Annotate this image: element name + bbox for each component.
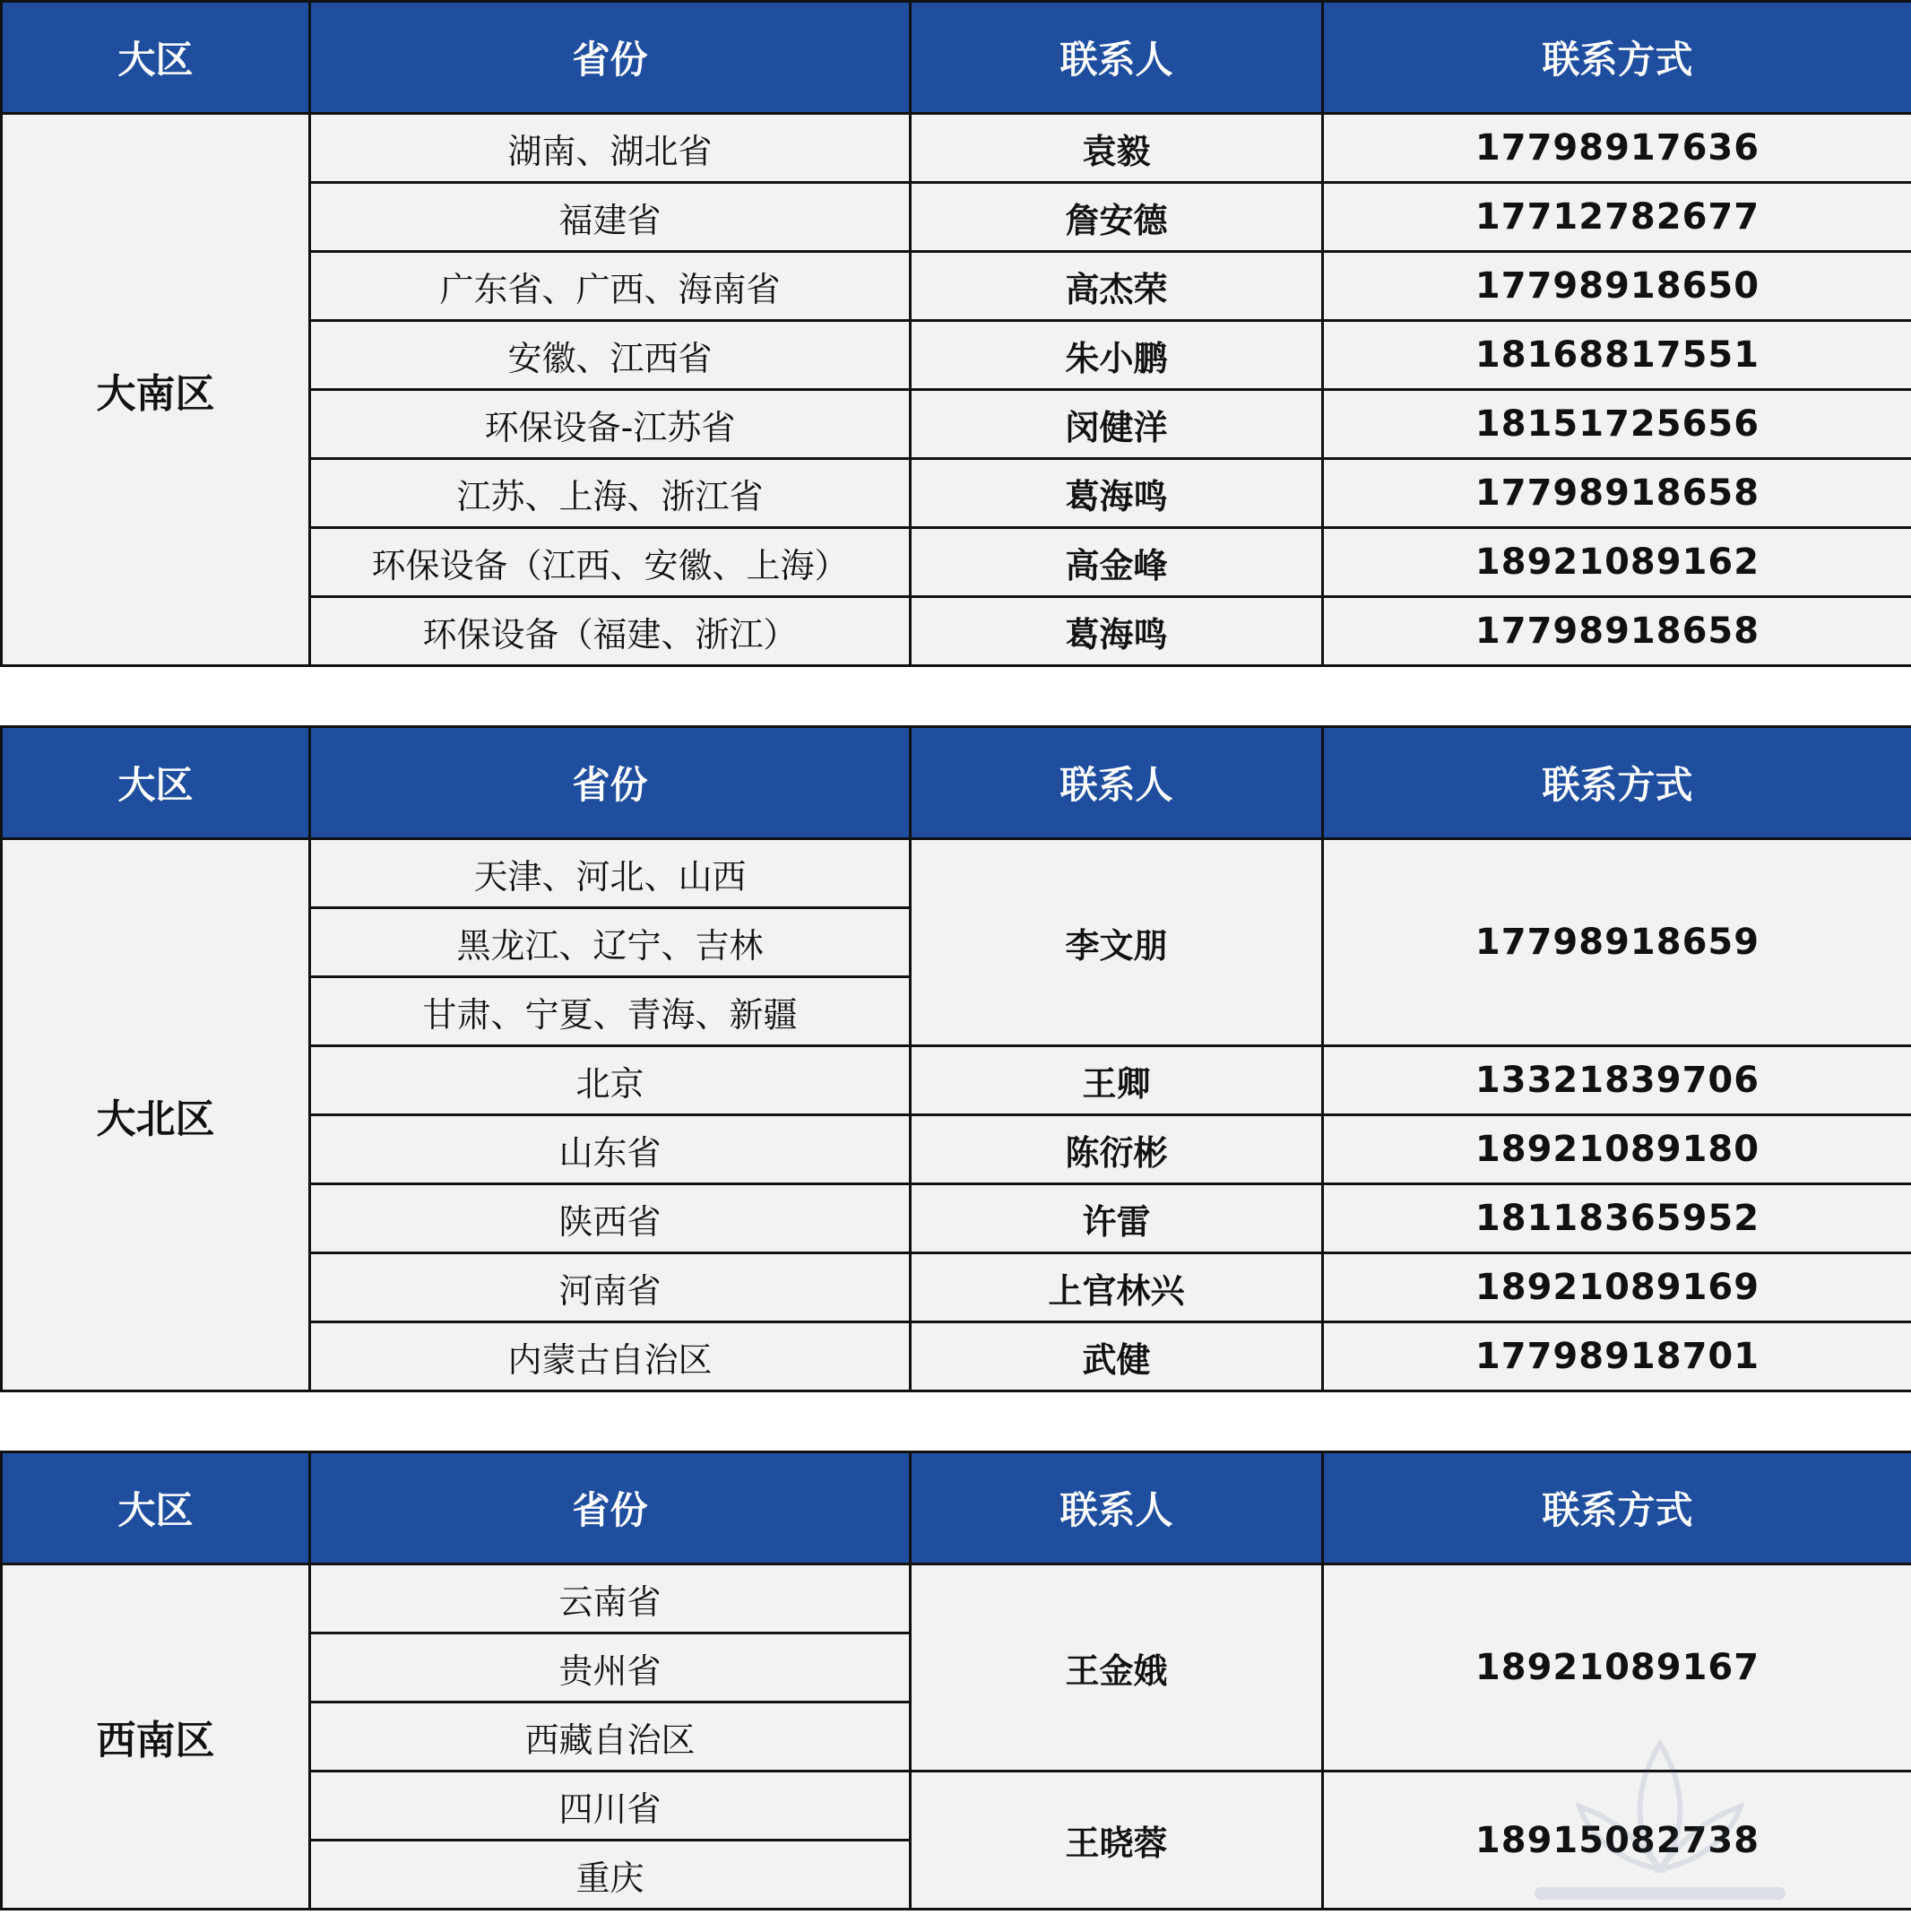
phone-cell: 17798918658: [1323, 597, 1911, 666]
province-cell: 四川省: [310, 1772, 911, 1841]
province-cell: 山东省: [310, 1115, 911, 1184]
province-cell: 江苏、上海、浙江省: [310, 459, 911, 528]
phone-cell: 13321839706: [1323, 1046, 1911, 1115]
phone-cell: 18921089169: [1323, 1253, 1911, 1322]
table-row: [2, 839, 1911, 908]
header-phone: 联系方式: [1323, 1452, 1911, 1564]
phone-cell: 18921089167: [1323, 1564, 1911, 1772]
contact-cell: 李文朋: [911, 839, 1323, 1046]
header-region: 大区: [2, 1452, 310, 1564]
header-region: 大区: [2, 727, 310, 839]
province-cell: 陕西省: [310, 1184, 911, 1253]
phone-cell: 18151725656: [1323, 390, 1911, 459]
phone-cell: 17798918701: [1323, 1322, 1911, 1391]
province-cell: 贵州省: [310, 1633, 911, 1702]
table-row: [2, 1564, 1911, 1633]
province-cell: 环保设备（福建、浙江）: [310, 597, 911, 666]
contact-cell: 高金峰: [911, 528, 1323, 597]
contact-cell: 陈衍彬: [911, 1115, 1323, 1184]
contact-cell: 王晓蓉: [911, 1772, 1323, 1910]
header-phone: 联系方式: [1323, 727, 1911, 839]
phone-cell: 18118365952: [1323, 1184, 1911, 1253]
province-cell: 环保设备（江西、安徽、上海）: [310, 528, 911, 597]
contact-cell: 王卿: [911, 1046, 1323, 1115]
province-cell: 河南省: [310, 1253, 911, 1322]
phone-cell: 17798918650: [1323, 252, 1911, 321]
table-header-row: [2, 2, 1911, 114]
table-row: [2, 114, 1911, 183]
province-cell: 北京: [310, 1046, 911, 1115]
header-province: 省份: [310, 2, 911, 114]
contact-cell: 葛海鸣: [911, 597, 1323, 666]
phone-cell: 17712782677: [1323, 183, 1911, 252]
contact-cell: 葛海鸣: [911, 459, 1323, 528]
region-table-north: [0, 725, 1911, 1392]
province-cell: 内蒙古自治区: [310, 1322, 911, 1391]
header-contact: 联系人: [911, 727, 1323, 839]
province-cell: 黑龙江、辽宁、吉林: [310, 908, 911, 977]
region-name-cell: 大南区: [2, 114, 310, 666]
header-region: 大区: [2, 2, 310, 114]
region-name-cell: 西南区: [2, 1564, 310, 1910]
province-cell: 环保设备-江苏省: [310, 390, 911, 459]
phone-cell: 17798918659: [1323, 839, 1911, 1046]
province-cell: 云南省: [310, 1564, 911, 1633]
province-cell: 湖南、湖北省: [310, 114, 911, 183]
header-contact: 联系人: [911, 1452, 1323, 1564]
contact-cell: 王金娥: [911, 1564, 1323, 1772]
header-phone: 联系方式: [1323, 2, 1911, 114]
province-cell: 福建省: [310, 183, 911, 252]
header-province: 省份: [310, 727, 911, 839]
contact-cell: 武健: [911, 1322, 1323, 1391]
region-table-south: [0, 0, 1911, 667]
phone-cell: 17798918658: [1323, 459, 1911, 528]
contact-cell: 朱小鹏: [911, 321, 1323, 390]
region-name-cell: 大北区: [2, 839, 310, 1391]
table-header-row: [2, 1452, 1911, 1564]
province-cell: 甘肃、宁夏、青海、新疆: [310, 977, 911, 1046]
contact-cell: 上官林兴: [911, 1253, 1323, 1322]
table-header-row: [2, 727, 1911, 839]
phone-cell: 18915082738: [1323, 1772, 1911, 1910]
phone-cell: 18168817551: [1323, 321, 1911, 390]
province-cell: 重庆: [310, 1841, 911, 1910]
contact-cell: 闵健洋: [911, 390, 1323, 459]
province-cell: 安徽、江西省: [310, 321, 911, 390]
province-cell: 天津、河北、山西: [310, 839, 911, 908]
contact-cell: 袁毅: [911, 114, 1323, 183]
header-contact: 联系人: [911, 2, 1323, 114]
phone-cell: 18921089162: [1323, 528, 1911, 597]
province-cell: 广东省、广西、海南省: [310, 252, 911, 321]
header-province: 省份: [310, 1452, 911, 1564]
contact-cell: 许雷: [911, 1184, 1323, 1253]
phone-cell: 17798917636: [1323, 114, 1911, 183]
contact-cell: 高杰荣: [911, 252, 1323, 321]
phone-cell: 18921089180: [1323, 1115, 1911, 1184]
watermark-logo-icon: [1517, 1735, 1803, 1914]
province-cell: 西藏自治区: [310, 1702, 911, 1772]
contact-cell: 詹安德: [911, 183, 1323, 252]
